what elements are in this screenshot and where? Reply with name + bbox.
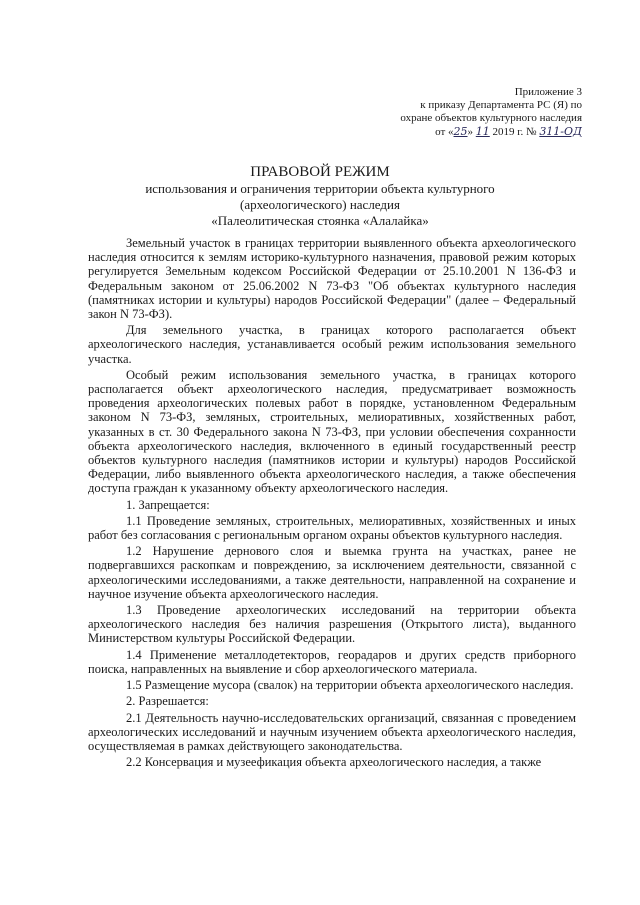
appendix-date-line [367, 125, 582, 139]
appendix-order-ref: к приказу Департамента РС (Я) по [420, 99, 582, 111]
item-1-3: 1.3 Проведение археологических исследований на территории объекта археологического наследия без наличия разрешения (Открытого листа), выданного Министерством культуры Российской Федерации. [88, 603, 576, 646]
appendix-number: Приложение 3 [514, 86, 582, 98]
item-1-2: 1.2 Нарушение дернового слоя и выемка грунта на участках, ранее не подвергавшихся раскопкам и повреждению, за исключением деятельности, связанной с археологическими исследованиями, а также деятельности, направленной на сохранение и научное изучение объекта археологического наследия. [88, 544, 576, 601]
date-prefix: от « [435, 126, 454, 138]
date-year: 2019 г. № [489, 126, 540, 138]
document-title [0, 163, 640, 229]
date-day: 25 [453, 125, 468, 138]
item-2-2: 2.2 Консервация и музеефикация объекта археологического наследия, а также [126, 755, 542, 770]
section-allowed: 2. Разрешается: [126, 694, 209, 709]
date-mid: » [467, 126, 476, 138]
title-heading: ПРАВОВОЙ РЕЖИМ [250, 164, 390, 180]
item-1-4: 1.4 Применение металлодетекторов, георадаров и других средств приборного поиска, направленных на выявление и сбор археологического материала. [88, 647, 576, 676]
paragraph-special-regime: Для земельного участка, в границах которого располагается объект археологического наследия, устанавливается особый режим использования земельного участка. [88, 323, 576, 366]
paragraph-regime-details: Особый режим использования земельного участка, в границах которого располагается объект археологического наследия, предусматривает возможность проведения археологических полевых работ в порядке, установленном Федеральным законом N 73-ФЗ, земляных, строительных, мелиоративных, хозяйственных работ, указанных в ст. 30 Федерального закона N 73-ФЗ, при условии обеспечения сохранности объекта археологического наследия, включенного в единый государственный реестр объектов культурного наследия (памятников истории и культуры) народов Российской Федерации, либо выявленного объекта археологического наследия, а также обеспечения доступа граждан к указанному объекту археологического наследия. [88, 367, 576, 496]
title-line-2: (археологического) наследия [240, 197, 400, 212]
document-body [88, 236, 576, 771]
item-2-1: 2.1 Деятельность научно-исследовательских организаций, связанная с проведением археологических исследований и научным изучением объекта археологического наследия, осуществляемая в рамках действующего законодательства. [88, 710, 576, 753]
paragraph-land-status: Земельный участок в границах территории выявленного объекта археологического наследия относится к землям историко-культурного назначения, правовой режим которых регулируется Земельным кодексом Российской Федерации от 25.10.2001 N 136-ФЗ и Федеральным законом от 25.06.2002 N 73-ФЗ "Об объектах культурного наследия (памятниках истории и культуры) народов Российской Федерации" (далее – Федеральный закон N 73-ФЗ). [88, 236, 576, 322]
title-line-3: «Палеолитическая стоянка «Алалайка» [211, 213, 429, 228]
title-line-1: использования и ограничения территории объекта культурного [145, 181, 495, 196]
section-prohibited: 1. Запрещается: [126, 497, 210, 512]
appendix-department: охране объектов культурного наследия [400, 112, 582, 124]
date-month: 11 [475, 125, 490, 138]
item-1-1: 1.1 Проведение земляных, строительных, мелиоративных, хозяйственных и иных работ без согласования с региональным органом охраны объектов культурного наследия. [88, 513, 576, 543]
order-number: 311-ОД [539, 125, 582, 138]
appendix-header [367, 86, 582, 139]
item-1-5: 1.5 Размещение мусора (свалок) на территории объекта археологического наследия. [126, 678, 574, 693]
